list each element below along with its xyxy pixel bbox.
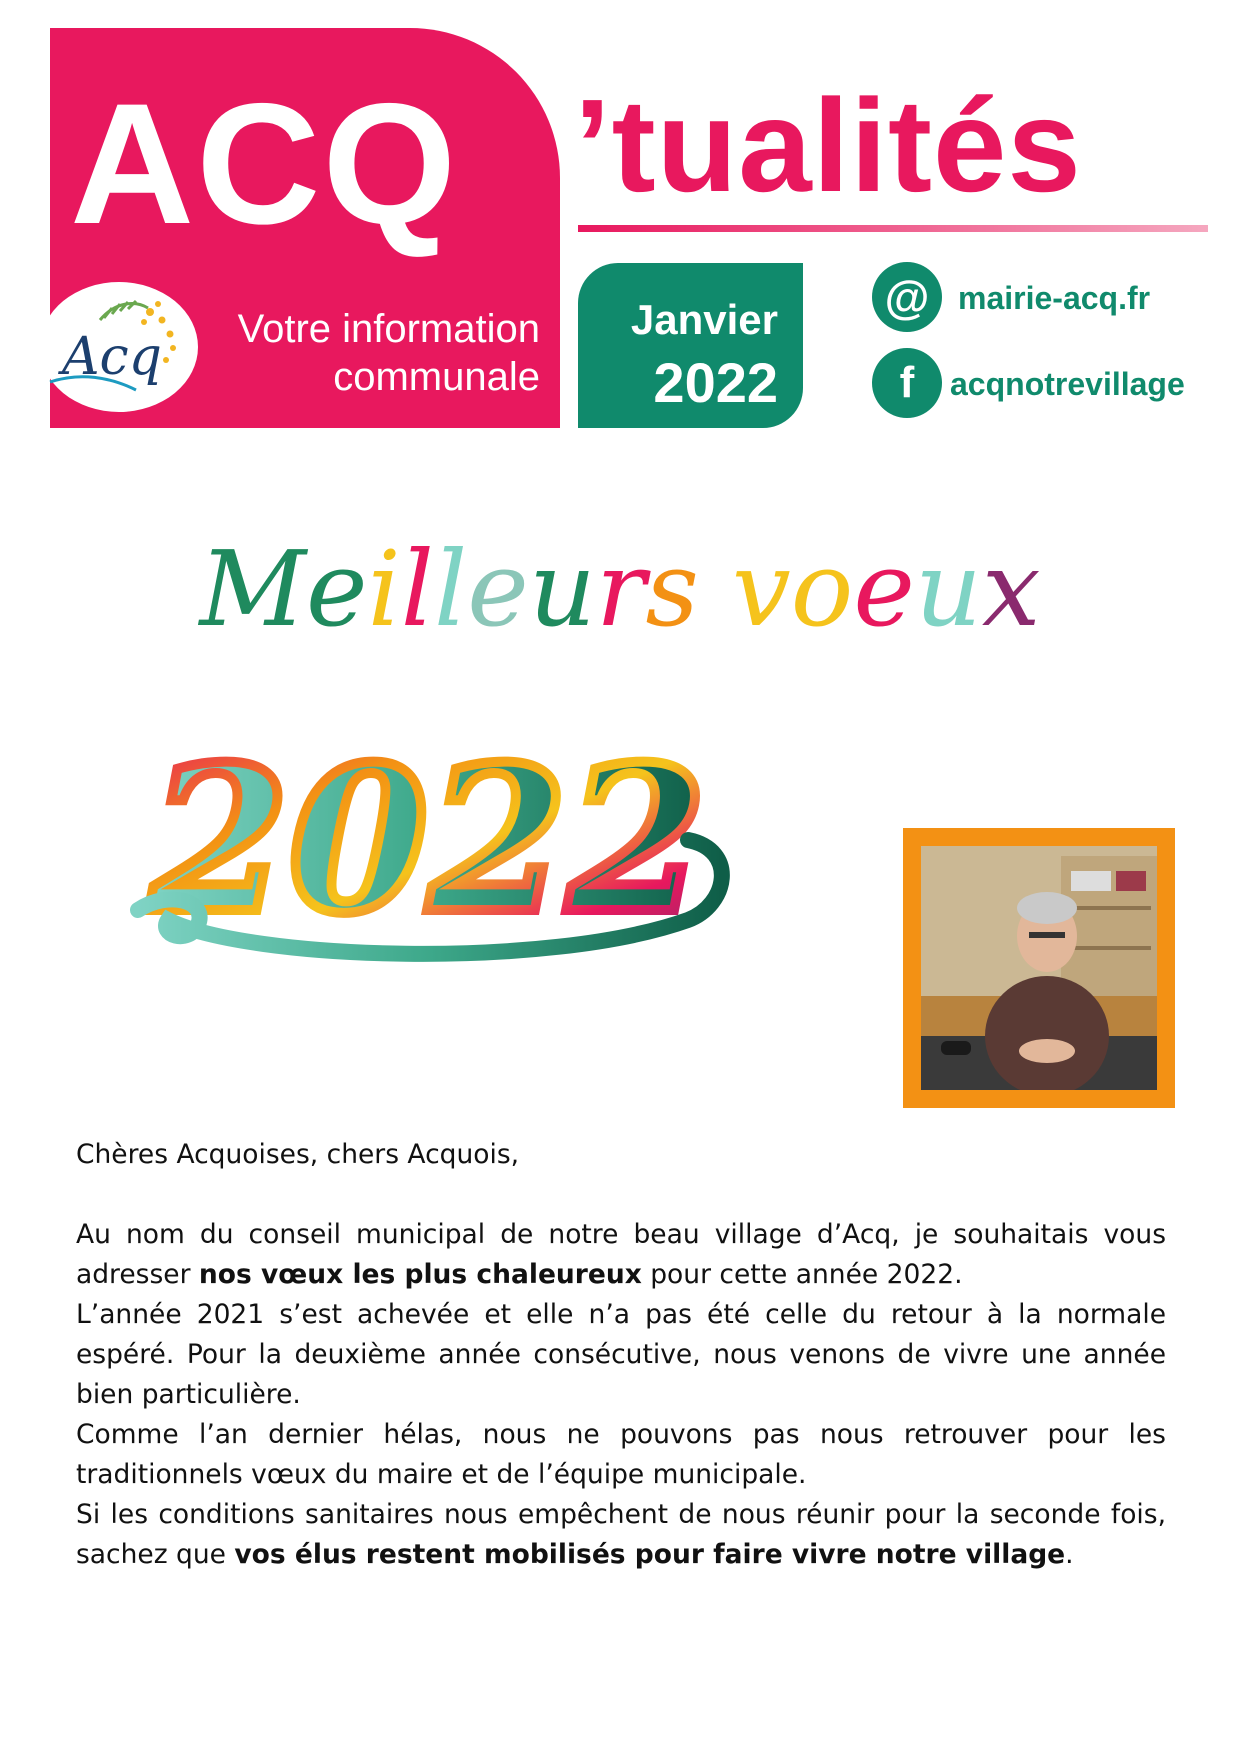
tagline-line-2: communale: [333, 355, 540, 399]
letter-emphasis-1: nos vœux les plus chaleureux: [198, 1259, 642, 1290]
at-icon: @: [872, 262, 942, 332]
svg-text:Meilleurs voeux: Meilleurs voeux: [199, 528, 1041, 650]
letter-paragraph-3: Comme l’an dernier hélas, nous ne pouvons pas nous retrouver pour les traditionnels vœux du maire et de l’équipe municipale.: [76, 1419, 1166, 1490]
issue-year: 2022: [653, 351, 778, 414]
village-logo: [40, 282, 198, 412]
logo-text: Acq: [62, 327, 162, 387]
letter-paragraph-1: Au nom du conseil municipal de notre beau village d’Acq, je souhaitais vous adresser nos vœux les plus chaleureux pour cette année 2022.: [76, 1219, 1166, 1290]
tagline-line-1: Votre information: [237, 307, 540, 351]
letter-paragraph-4: Si les conditions sanitaires nous empêchent de nous réunir pour la seconde fois, sachez que vos élus restent mobilisés pour faire vivre notre village.: [76, 1499, 1166, 1570]
letter-emphasis-2: vos élus restent mobilisés pour faire vivre notre village: [234, 1539, 1066, 1570]
facebook-icon: f: [872, 348, 942, 418]
letter-salutation: Chères Acquoises, chers Acquois,: [76, 1139, 520, 1170]
facebook-link[interactable]: acqnotrevillage: [950, 366, 1185, 402]
mayor-photo: [921, 846, 1157, 1090]
masthead-tualites: ’tualités: [574, 72, 1082, 219]
mayor-letter: [76, 1135, 1166, 1575]
greeting-title: [140, 520, 1100, 660]
year-2022-artwork: [128, 720, 748, 1000]
year-art-text: 2022: [149, 723, 707, 958]
tagline: [195, 305, 540, 401]
letter-paragraph-2: L’année 2021 s’est achevée et elle n’a pas été celle du retour à la normale espéré. Pour la deuxième année consécutive, nous venons de vivre une année bien particulière.: [76, 1299, 1166, 1410]
masthead-underline: [578, 225, 1208, 232]
masthead-acq: ACQ: [70, 68, 459, 260]
issue-month: Janvier: [630, 296, 778, 343]
website-link[interactable]: mairie-acq.fr: [958, 280, 1151, 316]
